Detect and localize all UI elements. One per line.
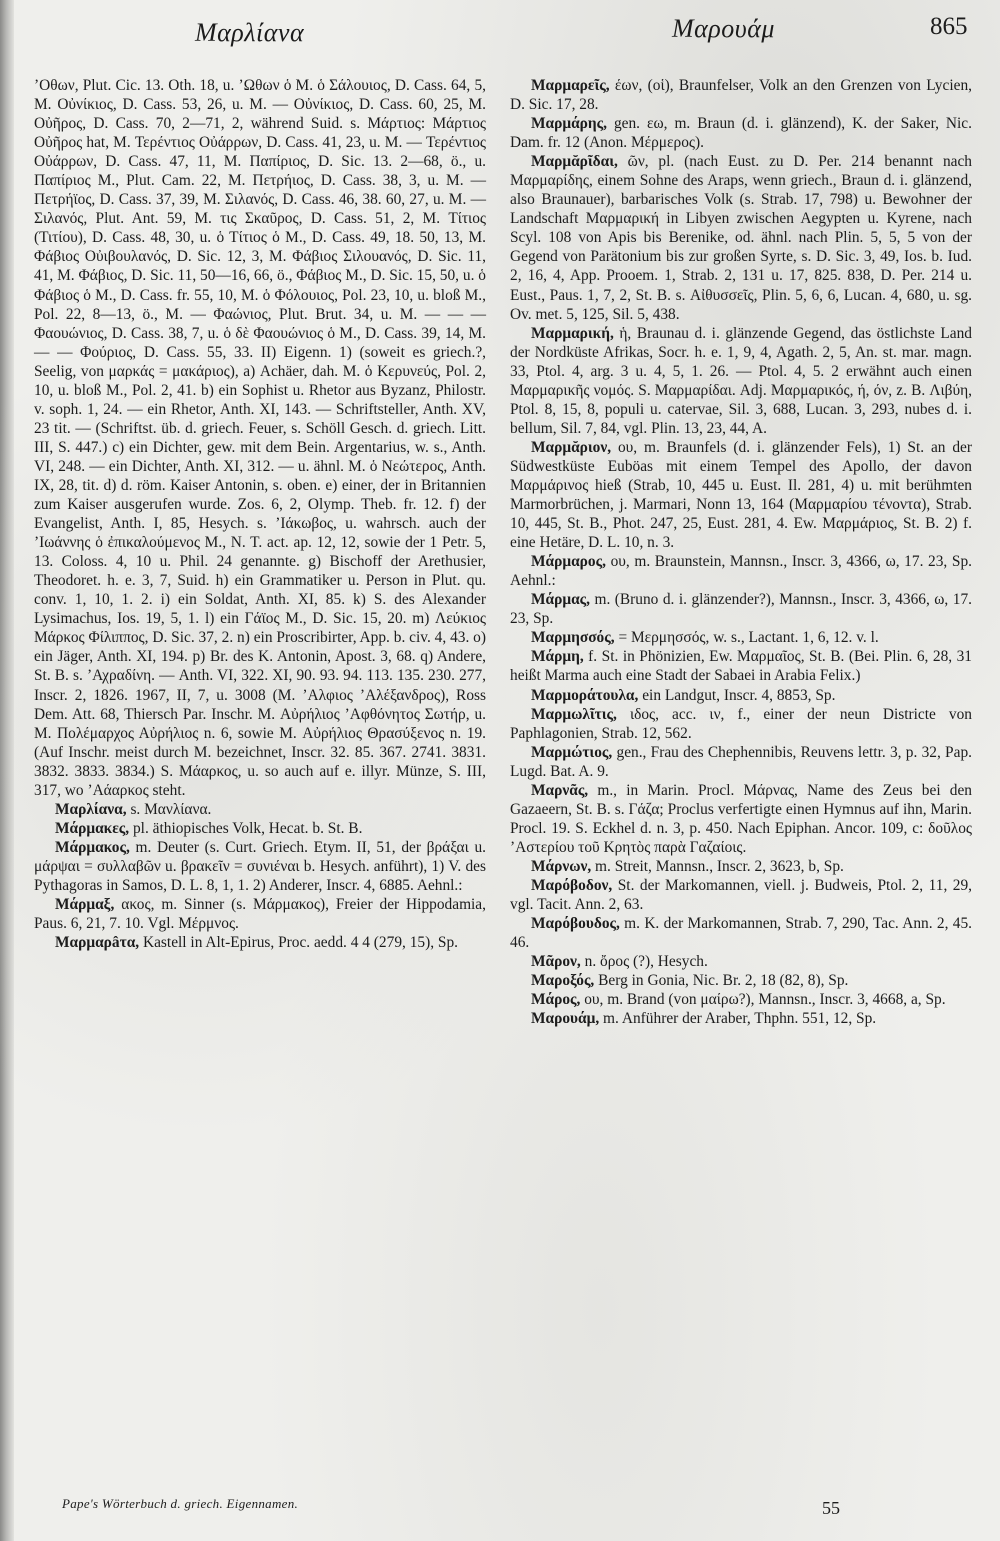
entry-body: έων, (οἱ), Braunfelser, Volk an den Grenzen von Lycien, D. Sic. 17, 28. xyxy=(510,77,972,114)
entry-headword: Μάρμη, xyxy=(531,648,584,666)
entry-body: St. der Markomannen, viell. j. Budweis, Ptol. 2, 11, 29, vgl. Tacit. Ann. 2, 63. xyxy=(510,876,972,914)
entry-headword: Μαρμαρâτα, xyxy=(55,934,140,952)
entry-body: ῶν, pl. (nach Eust. zu D. Per. 214 benannt nach Μαρμαρίδης, einem Sohne des Araps, wenn griech., Braun d. i. glänzend, also Braunauer), barbarisches Volk (s. Strab. 17, 798) u. Bewohner der Landschaft Μαρμαρική in Libyen zwischen Aegypten u. Kyrene, nach Scyl. 108 von Apis bis Berenike, od. ähnl. nach Plin. 5, 5, 5 von der Gegend von Parätonium bis zur großen Syrte, s. D. Sic. 3, 49, Ios. b. Iud. 2, 16, 4, App. Prooem. 1, Strab. 2, 131 u. 17, 825. 838, D. Per. 214 u. Eust., Paus. 1, 7, 2, St. B. s. Αἰθυσσεῖς, Plin. 5, 6, 6, Lucan. 4, 680, u. sg. Ov. met. 5, 125, Sil. 5, 438. xyxy=(510,153,972,323)
dictionary-entry xyxy=(510,743,972,781)
entry-headword: Μαροξός, xyxy=(531,972,595,990)
left-catchword: Μαρλίανα xyxy=(195,18,305,47)
entry-headword: Μαρμωλῖτις, xyxy=(531,705,617,723)
dictionary-entry xyxy=(510,971,972,990)
entry-headword: Μαρμησσός, xyxy=(531,629,615,647)
page-number: 865 xyxy=(930,13,968,40)
entry-body: ιδος, acc. ιν, f., einer der neun Districte von Paphlagonien, Strab. 12, 562. xyxy=(510,705,972,742)
dictionary-entry xyxy=(510,114,972,152)
dictionary-entry xyxy=(34,838,486,895)
dictionary-entry xyxy=(34,895,486,933)
dictionary-entry xyxy=(510,781,972,857)
entry-body: ου, m. Brand (von μαίρω?), Mannsn., Inscr. 3, 4668, a, Sp. xyxy=(580,991,946,1009)
dictionary-entry xyxy=(34,819,486,838)
entry-headword: Μαρμώτιος, xyxy=(531,743,613,761)
entry-body: = Μερμησσός, w. s., Lactant. 1, 6, 12. v. l. xyxy=(614,629,879,647)
entry-body: gen., Frau des Chephennibis, Reuvens lettr. 3, p. 32, Pap. Lugd. Bat. A. 9. xyxy=(510,743,972,780)
dictionary-entry xyxy=(510,857,972,876)
dictionary-entry xyxy=(510,1009,972,1028)
entry-headword: Μαρμοράτουλα, xyxy=(531,686,639,704)
dictionary-entry xyxy=(510,686,972,705)
entry-headword: Μαρόβουδος, xyxy=(531,915,620,933)
entry-headword: Μάρμακες, xyxy=(55,819,130,837)
entry-body: ʼΟθων, Plut. Cic. 13. Oth. 18, u. ʼΩθων ὁ M. ὁ Σάλουιος, D. Cass. 64, 5, M. Οὐνίκιος, D. Cass. 53, 26, u. M. — Οὐνίκιος, D. Cass. 60, 25, M. Οὐῆρος, D. Cass. 70, 2—71, 2, während Suid. s. Μάρτιος: Μάρτιος Οὐῆρος hat, M. Τερέντιος Οὐάρρων, D. Cass. 41, 23, u. M. — Τερέντιος Οὐάρρων, D. Cass. 47, 11, M. Παπίριος, D. Sic. 13. 2—68, ö., u. Παπίριος M., Plut. Cam. 22, M. Πετρήιος, D. Cass. 38, 3, u. M. — Πετρήϊος, D. Cass. 37, 39, M. Σιλανός, D. Cass. 46, 38. 60, 27, u. M. — Σιλανός, Plut. Ant. 59, M. τις Σκαῦρος, D. Cass. 51, 2, M. Τίτιος (Τιτίου), D. Cass. 48, 30, u. ὁ Τίτιος ὁ M., D. Cass. 49, 18. 50, 13, M. Φάβιος Οὐιβουλανός, D. Sic. 12, 3, M. Φάβιος Σιλουανός, D. Sic. 11, 41, M. Φάβιος, D. Sic. 11, 50—16, 66, ö., Φάβιος M., D. Sic. 15, 50, u. ὁ Φάβιος ὁ M., D. Cass. fr. 55, 10, M. ὁ Φόλουιος, Pol. 23, 10, u. bloß M., Pol. 22, 8—13, ö., M. — Φαώνιος, Plut. Brut. 34, u. M. — — — Φαουώνιος, D. Cass. 38, 7, u. ὁ δὲ Φαουώνιος ὁ M., D. Cass. 39, 14, M. — — Φούριος, D. Cass. 55, 33. II) Eigenn. 1) (soweit es griech.?, Seelig, von μαρκάς = μακάριος), a) Achäer, dah. M. ὁ Κερυνεύς, Pol. 2, 10, u. bloß M., Pol. 2, 41. b) ein Sophist u. Rhetor aus Byzanz, Philostr. v. soph. 1, 24. — ein Rhetor, Anth. XI, 143. — Schriftsteller, Anth. XV, 23 tit. — (Schriftst. üb. d. griech. Feuer, s. Schöll Gesch. d. griech. Litt. III, S. 447.) c) ein Dichter, gew. mit dem Bein. Argentarius, w. s., Anth. VI, 248. — ein Dichter, Anth. XI, 312. — u. ähnl. M. ὁ Νεώτερος, Anth. IX, 28, tit. d) d. röm. Kaiser Antonin, s. oben. e) einer, der in Britannien zum Kaiser ausgerufen wurde. Zos. 6, 2, Olymp. Theb. fr. 12. f) der Evangelist, Anth. I, 85, Hesych. s. ʼΙάκωβος, u. wahrsch. auch der ʼΙωάννης ὁ ἐπικαλούμενος M., N. T. act. ap. 12, 12, sowie der 1 Petr. 5, 13. Coloss. 4, 10 u. Phil. 24 genannte. g) Bischoff der Arethusier, Theodoret. h. e. 3, 7, Suid. h) ein Grammatiker u. Person in Plut. qu. conv. 1, 10, 1. 2. i) ein Soldat, Anth. XI, 85. k) S. des Alexander Lysimachus, Ios. 19, 5, 1. l) ein Γάϊος M., D. Sic. 15, 20. m) Λεύκιος Μάρκος Φίλιππος, D. Sic. 37, 2. n) ein Proscribirter, App. b. civ. 4, 43. o) ein Jäger, Anth. XI, 194. p) Br. des K. Antonin, Apost. 3, 68. q) Andere, St. B. s. ʼΑχραδίνη. — Anth. VI, 322. XI, 90. 93. 94. 113. 135. 230. 277, Inscr. 2, 1826. 1967, II, 7, u. 3008 (M. ʼΑλφιος ʼΑλέξανδρος), Ross Dem. Att. 68, Thiersch Par. Inschr. M. Αὐρήλιος ʼΑφθόνητος Σωτήρ, u. M. Πολέμαρχος Αὐρήλιος n. 6, sowie M. Αὐρήλιος Θρασύξενος n. 19. (Auf Inschr. meist durch M. bezeichnet, Inscr. 32. 85. 367. 2741. 3831. 3832. 3833. 3834.) S. Μάαρκος, u. so auch auf e. illyr. Münze, S. III, 317, wo ʼΑάαρκος steht. xyxy=(34,77,486,799)
signature-mark: 55 xyxy=(822,1498,840,1518)
dictionary-entry xyxy=(510,152,972,323)
page-footer xyxy=(0,1496,1000,1526)
left-column xyxy=(34,76,486,952)
entry-headword: Μαρμᾰριον, xyxy=(531,438,612,456)
dictionary-entry xyxy=(34,800,486,819)
entry-headword: Μαρμαρική, xyxy=(531,324,614,342)
entry-headword: Μαρουάμ, xyxy=(531,1010,600,1028)
dictionary-entry-continuation xyxy=(34,76,486,800)
entry-body: ου, m. Braunfels (d. i. glänzender Fels), 1) St. an der Südwestküste Euböas mit einem Tempel des Apollo, der davon Μαρμάρινος hieß (Strab, 10, 445 u. Eust. Il. 281, 4) u. mit berühmten Marmorbrüchen, j. Marmari, Nonn 13, 164 (Μαρμαρίου τένοντα), Strab. 10, 445, St. B., Phot. 247, 25, Eust. 281, 4. Ew. Μαρμάριος, St. B. 2) f. eine Hetäre, D. L. 10, n. 3. xyxy=(510,438,972,552)
dictionary-entry xyxy=(510,76,972,114)
footer-work-title: Pape's Wörterbuch d. griech. Eigennamen. xyxy=(62,1496,299,1511)
entry-body: pl. äthiopisches Volk, Hecat. b. St. B. xyxy=(129,819,363,837)
dictionary-entry xyxy=(510,628,972,647)
right-catchword: Μαρουάμ xyxy=(672,14,775,43)
right-column xyxy=(510,76,972,1028)
entry-headword: Μαρλίανα, xyxy=(55,800,127,818)
dictionary-entry xyxy=(510,438,972,552)
entry-body: s. Μανλίανα. xyxy=(126,800,212,818)
entry-headword: Μαρόβοδον, xyxy=(531,876,613,894)
running-header xyxy=(0,8,1000,58)
entry-body: m. Streit, Mannsn., Inscr. 2, 3623, b, Sp. xyxy=(591,857,844,875)
entry-body: gen. εω, m. Braun (d. i. glänzend), K. der Saker, Nic. Dam. fr. 12 (Anon. Μέρμερος). xyxy=(510,115,972,152)
entry-headword: Μάρος, xyxy=(531,991,581,1009)
dictionary-entry xyxy=(510,705,972,743)
entry-body: m., in Marin. Procl. Μάρνας, Name des Zeus bei den Gazaeern, St. B. s. Γάζα; Proclus verfertigte einen Hymnus auf ihn, Marin. Procl. 19. S. Eckhel d. n. 3, p. 450. Nach Epiphan. Ancor. 109, c: δοῦλος ʼΑστερίου τοῦ Κρητὸς παρὰ Γαζαίοις. xyxy=(510,781,972,856)
entry-body: m. K. der Markomannen, Strab. 7, 290, Tac. Ann. 2, 45. 46. xyxy=(510,915,972,952)
entry-body: ακος, m. Sinner (s. Μάρμακος), Freier der Hippodamia, Paus. 6, 21, 7. 10. Vgl. Μέρμνος. xyxy=(34,896,486,933)
dictionary-entry xyxy=(510,552,972,590)
entry-body: m. Anführer der Araber, Thphn. 551, 12, Sp. xyxy=(599,1010,877,1028)
entry-body: m. Deuter (s. Curt. Griech. Etym. II, 51, der βράξαι u. μάρψαι = συλλαβῶν u. βρακεῖν = συνιέναι b. Hesych. anführt), 1) V. des Pythagoras in Samos, D. L. 8, 1, 1. 2) Anderer, Inscr. 4, 6885. Aehnl.: xyxy=(34,838,486,894)
dictionary-entry xyxy=(510,952,972,971)
dictionary-entry xyxy=(510,647,972,685)
entry-headword: Μάρμακος, xyxy=(55,838,130,856)
dictionary-entry xyxy=(510,914,972,952)
entry-body: f. St. in Phönizien, Ew. Μαρμαῖος, St. B. (Bei. Plin. 6, 28, 31 heißt Marma auch eine Stadt der Sabaei in Arabia Felix.) xyxy=(510,648,972,685)
entry-body: ein Landgut, Inscr. 4, 8853, Sp. xyxy=(638,686,836,704)
entry-headword: Μάρμαρος, xyxy=(531,553,606,571)
entry-headword: Μαρνᾶς, xyxy=(531,781,589,799)
entry-headword: Μαρμᾰρῖδαι, xyxy=(531,153,618,171)
entry-headword: Μαρμάρης, xyxy=(531,115,607,133)
dictionary-entry xyxy=(510,324,972,438)
dictionary-entry xyxy=(510,590,972,628)
dictionary-entry xyxy=(510,876,972,914)
entry-body: n. ὄρος (?), Hesych. xyxy=(580,953,708,971)
entry-headword: Μάρνων, xyxy=(531,857,592,875)
entry-body: ἡ, Braunau d. i. glänzende Gegend, das östlichste Land der Nordküste Afrikas, Socr. h. e. 1, 9, 4, Agath. 2, 5, An. st. mar. magn. 33, Ptol. 4, arg. 3 u. 4, 5, 1. 26. — Ptol. 4, 5. 2 erwähnt auch einen Μαρμαρικῆς νομός. S. Μαρμαρίδαι. Adj. Μαρμαρικός, ή, όν, z. B. Λιβύη, Ptol. 8, 15, 8, populi u. catervae, Sil. 3, 688, Lucan. 3, 293, nubes d. i. bellum, Sil. 7, 84, vgl. Plin. 13, 23, 44, A. xyxy=(510,324,972,437)
entry-headword: Μάρμαξ, xyxy=(55,896,115,914)
entry-body: m. (Bruno d. i. glänzender?), Mannsn., Inscr. 3, 4366, ω, 17. 23, Sp. xyxy=(510,591,972,628)
entry-body: Kastell in Alt-Epirus, Proc. aedd. 4 4 (279, 15), Sp. xyxy=(139,934,459,952)
entry-headword: Μαρμαρεῖς, xyxy=(531,77,610,94)
entry-body: Berg in Gonia, Nic. Br. 2, 18 (82, 8), Sp. xyxy=(594,972,849,990)
entry-headword: Μάρμας, xyxy=(531,591,591,609)
entry-headword: Μᾶρον, xyxy=(531,953,581,971)
dictionary-entry xyxy=(510,990,972,1009)
dictionary-entry xyxy=(34,933,486,952)
entry-body: ου, m. Braunstein, Mannsn., Inscr. 3, 4366, ω, 17. 23, Sp. Aehnl.: xyxy=(510,553,972,590)
